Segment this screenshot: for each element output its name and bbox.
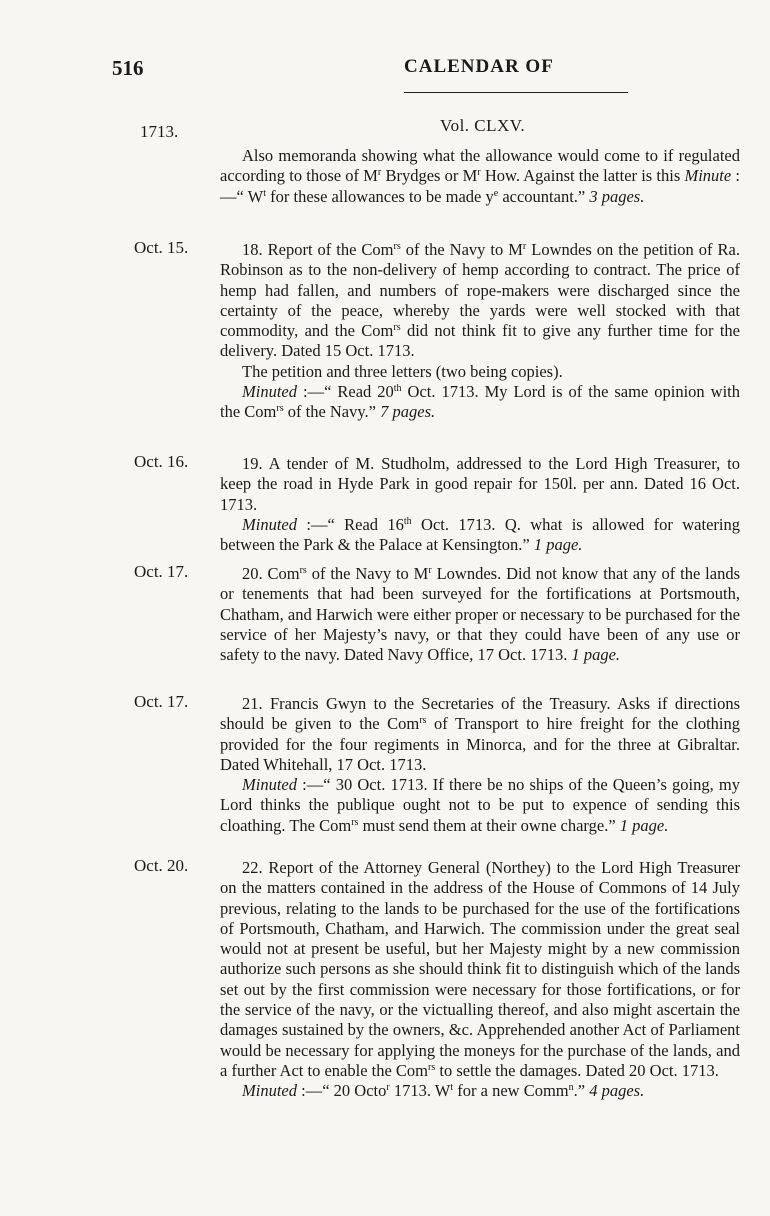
minute-label: Minuted — [242, 1081, 297, 1101]
minute-label: Minuted — [242, 775, 297, 795]
minute-label: Minute — [684, 166, 732, 186]
page-count: 1 page. — [533, 535, 583, 555]
minute: Minuted :—“ Read 16th Oct. 1713. Q. what is allowed for watering between the Park & the Palace at Kensington.” 1 page. — [220, 514, 740, 555]
entry-date: Oct. 20. — [134, 856, 189, 875]
running-title: CALENDAR OF — [404, 56, 554, 77]
entry-20-body: 20. Com$^{rs}$ of the Navy to $M^r$ Lowndes. Did not know that any of the lands or tenements that had been surveyed for the fortifications at Portsmouth, Chatham, and Harwich were either proper or necessary to be purchased for the service of her Majesty’s navy, or that they could have been of any use or safety to the navy. Dated Navy Office, 17 Oct. 1713. 1 page. — [220, 564, 740, 665]
minute-label: Minuted — [242, 382, 297, 402]
entry-date: Oct. 17. — [134, 562, 189, 581]
header-rule — [404, 92, 628, 93]
page-count: 4 pages. — [589, 1081, 645, 1101]
entry-date: Oct. 15. — [134, 238, 189, 257]
page-count: 7 pages. — [380, 402, 436, 422]
minute-label: Minuted — [242, 514, 297, 534]
page-count: 1 page. — [619, 815, 669, 835]
page-count: 1 page. — [571, 645, 621, 665]
page-number: 516 — [112, 56, 144, 80]
minute: Minuted :—“ 20 Octo$^r$ 1713. $W^t$ for a new Comm$^n$.” 4 pages. — [242, 1081, 645, 1101]
minute: Minuted :—“ Read 20th Oct. 1713. My Lord is of the same opinion with the Com$^{rs}$ of the Navy.” 7 pages. — [220, 382, 740, 422]
page-count: 3 pages. — [589, 186, 645, 206]
minute: Minuted :—“ 30 Oct. 1713. If there be no ships of the Queen’s going, my Lord thinks the publique ought not to be put to expence of sending this cloathing. The Com$^{rs}$ must send them at their owne charge.” 1 page. — [220, 775, 740, 835]
page-header — [0, 56, 770, 96]
volume-heading: Vol. CLXV. — [440, 116, 526, 135]
entry-21-body: 21. Francis Gwyn to the Secretaries of the Treasury. Asks if directions should be given to the Com$^{rs}$ of Transport to hire freight for the clothing provided for the four regiments in Minorca, and for the three at Gibraltar. Dated Whitehall, 17 Oct. 1713. Minuted :—“ 30 Oct. 1713. If there be no ships of the Queen’s going, my Lord thinks the publique ought not to be put to expence of sending this cloathing. The Com$^{rs}$ must send them at their owne charge.” 1 page. — [220, 694, 740, 835]
entry-19-body: 19. A tender of M. Studholm, addressed to the Lord High Treasurer, to keep the road in Hyde Park in good repair for 150l. per ann. Dated 16 Oct. 1713. Minuted :—“ Read 16th Oct. 1713. Q. what is allowed for watering between the Park & the Palace at Kensington.” 1 page. — [220, 454, 740, 555]
entry-22-body: 22. Report of the Attorney General (Northey) to the Lord High Treasurer on the matters contained in the address of the House of Commons of 14 July previous, relating to the lands to be purchased for the use of the fortifications of Portsmouth, Chatham, and Harwich. The commission under the great seal would not at present be useful, but her Majesty might by a new commission authorize such persons as she should think fit to distinguish which of the lands set out by the first commission were necessary for those fortifications, or for the service of the navy, or the victualling thereof, and also might ascertain the damages sustained by the owners, &c. Apprehended another Act of Parliament would be necessary for applying the moneys for the purchase of the lands, and a further Act to enable the Com$^{rs}$ to settle the damages. Dated 20 Oct. 1713. Minuted :—“ 20 Octo$^r$ 1713. $W^t$ for a new Comm$^n$.” 4 pages. — [220, 858, 740, 1101]
year-marginal: 1713. — [140, 122, 179, 141]
entry-18-body: 18. Report of the Com$^{rs}$ of the Navy to $M^r$ Lowndes on the petition of Ra. Robinson as to the non-delivery of hemp according to contract. The price of hemp had fallen, and numbers of rope-makers were discharged since the certainty of the peace, whereby the yards were well stocked with that commodity, and the Com$^{rs}$ did not think fit to give any further time for the delivery. Dated 15 Oct. 1713. The petition and three letters (two being copies). Minuted :—“ Read 20th Oct. 1713. My Lord is of the same opinion with the Com$^{rs}$ of the Navy.” 7 pages. — [220, 240, 740, 422]
entry-date: Oct. 16. — [134, 452, 189, 471]
continuation-paragraph: Also memoranda showing what the allowance would come to if regulated according to those of $M^r$ Brydges or $M^r$ How. Against the latter is this Minute :—“ $W^t$ for these allowances to be made $y^e$ accountant.” 3 pages. — [220, 146, 740, 206]
entry-date: Oct. 17. — [134, 692, 189, 711]
